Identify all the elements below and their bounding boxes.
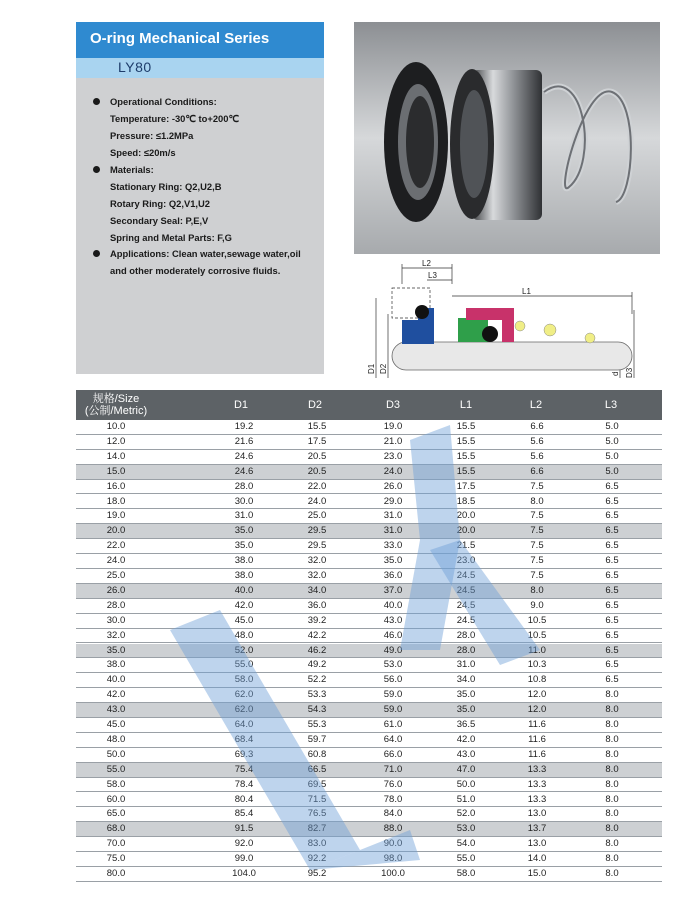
table-cell: 28.0 [106,599,126,611]
operational-heading: Operational Conditions: [110,96,217,107]
table-cell: 90.0 [383,838,403,850]
table-cell: 19.0 [383,421,403,432]
table-cell: 6.5 [605,525,619,537]
table-cell: 56.0 [383,674,403,686]
col-header-d2: D2 [307,399,323,411]
table-cell: 31.0 [234,510,254,522]
table-cell: 100.0 [381,868,405,879]
table-cell: 55.0 [234,659,254,671]
table-cell: 20.5 [307,450,327,462]
col-header-size: 规格/Size (公制/Metric) [84,393,148,417]
table-row [76,629,662,644]
table-cell: 46.2 [307,644,327,656]
table-cell: 14.0 [106,450,126,462]
table-cell: 48.0 [106,733,126,745]
table-row [76,450,662,465]
table-row [76,420,662,435]
table-cell: 45.0 [106,719,126,730]
applications-spec-continued: and other moderately corrosive fluids. [110,265,281,276]
table-cell: 15.0 [527,868,547,879]
table-cell: 71.0 [383,763,403,775]
table-row [76,524,662,539]
table-cell: 42.0 [456,733,476,745]
table-cell: 54.0 [456,838,476,850]
table-cell: 40.0 [234,584,254,596]
table-cell: 21.5 [456,540,476,552]
table-cell: 68.0 [106,823,126,835]
table-cell: 26.0 [106,584,126,596]
table-cell: 13.3 [527,763,547,775]
table-cell: 71.5 [307,793,327,805]
table-cell: 59.0 [383,704,403,716]
table-cell: 38.0 [234,570,254,581]
table-cell: 18.0 [106,495,126,507]
table-row [76,807,662,822]
table-cell: 6.5 [605,644,619,656]
table-cell: 6.5 [605,614,619,626]
table-row [76,569,662,584]
table-cell: 25.0 [307,510,327,522]
table-cell: 76.5 [307,808,327,820]
d1-label: D1 [367,363,376,374]
table-cell: 8.0 [605,838,619,850]
table-cell: 8.0 [605,719,619,730]
table-cell: 78.0 [383,793,403,805]
table-cell: 6.5 [605,510,619,522]
series-title: O-ring Mechanical Series [90,30,270,47]
table-cell: 11.6 [528,719,546,730]
col-header-l3: L3 [604,399,618,411]
table-cell: 33.0 [383,540,403,552]
table-cell: 38.0 [234,555,254,567]
table-row [76,435,662,450]
table-cell: 28.0 [234,480,254,492]
table-row [76,748,662,763]
table-cell: 34.0 [307,584,327,596]
table-row [76,822,662,837]
table-cell: 64.0 [383,733,403,745]
table-cell: 50.0 [106,748,126,760]
table-cell: 51.0 [456,793,476,805]
table-cell: 16.0 [106,480,126,492]
table-cell: 43.0 [456,748,476,760]
l1-label: L1 [522,287,531,296]
table-cell: 75.0 [106,853,126,865]
col-header-d3: D3 [385,399,401,411]
table-cell: 21.0 [383,435,403,447]
table-cell: 15.5 [307,421,327,432]
table-cell: 70.0 [106,838,126,850]
table-cell: 36.5 [456,719,476,730]
table-cell: 55.3 [307,719,327,730]
table-row [76,688,662,703]
table-cell: 24.5 [456,599,476,611]
table-cell: 59.0 [383,689,403,701]
table-cell: 35.0 [234,525,254,537]
table-cell: 13.0 [527,838,547,850]
table-cell: 55.0 [106,763,126,775]
d-label: d [611,371,620,376]
table-row [76,495,662,510]
table-cell: 104.0 [232,868,256,879]
table-cell: 35.0 [106,644,126,656]
cross-section-drawing [362,254,662,380]
table-cell: 20.0 [456,510,476,522]
table-cell: 7.5 [530,525,544,537]
table-row [76,554,662,569]
table-cell: 38.0 [106,659,126,671]
table-cell: 84.0 [383,808,403,820]
table-cell: 30.0 [106,614,126,626]
table-cell: 29.5 [307,525,327,537]
table-cell: 62.0 [234,689,254,701]
table-cell: 10.8 [527,674,547,686]
table-cell: 42.0 [106,689,126,701]
table-cell: 8.0 [605,778,619,790]
table-cell: 58.0 [106,778,126,790]
table-cell: 80.0 [106,868,126,879]
table-cell: 34.0 [456,674,476,686]
table-cell: 13.3 [527,778,547,790]
l3-label: L3 [428,271,437,280]
table-cell: 24.6 [234,450,254,462]
table-row [76,658,662,673]
table-cell: 11.6 [528,748,546,760]
table-cell: 35.0 [456,689,476,701]
table-cell: 65.0 [106,808,126,820]
table-row [76,718,662,733]
table-cell: 8.0 [530,584,544,596]
col-header-l1: L1 [459,399,473,411]
table-cell: 66.0 [383,748,403,760]
table-cell: 59.7 [307,733,327,745]
table-cell: 21.6 [234,435,254,447]
table-cell: 95.2 [307,868,327,879]
table-row [76,584,662,599]
table-row [76,763,662,778]
table-row [76,509,662,524]
table-cell: 6.5 [605,495,619,507]
table-cell: 6.5 [605,599,619,611]
table-cell: 6.5 [605,629,619,641]
table-row [76,793,662,808]
table-cell: 12.0 [527,704,547,716]
table-cell: 6.5 [605,480,619,492]
applications-spec: Applications: Clean water,sewage water,oil [110,248,301,259]
table-cell: 80.4 [234,793,254,805]
table-cell: 10.3 [527,659,547,671]
table-cell: 10.0 [106,421,126,432]
table-cell: 88.0 [383,823,403,835]
table-cell: 15.0 [106,465,126,477]
table-cell: 24.0 [307,495,327,507]
table-cell: 5.0 [605,435,619,447]
table-cell: 19.2 [234,421,254,432]
table-cell: 68.4 [234,733,254,745]
table-cell: 17.5 [307,435,327,447]
table-cell: 6.5 [605,540,619,552]
table-cell: 42.2 [307,629,327,641]
table-cell: 6.5 [605,584,619,596]
table-cell: 18.5 [456,495,476,507]
table-cell: 53.3 [307,689,327,701]
table-row [76,703,662,718]
table-cell: 20.0 [456,525,476,537]
table-cell: 69.3 [234,748,254,760]
table-cell: 35.0 [456,704,476,716]
table-cell: 53.0 [456,823,476,835]
table-cell: 8.0 [605,748,619,760]
table-cell: 83.0 [307,838,327,850]
table-cell: 14.0 [527,853,547,865]
table-cell: 8.0 [530,495,544,507]
table-cell: 53.0 [383,659,403,671]
table-cell: 50.0 [456,778,476,790]
table-cell: 32.0 [106,629,126,641]
table-cell: 66.5 [307,763,327,775]
col-header-l2: L2 [529,399,543,411]
table-cell: 26.0 [383,480,403,492]
table-cell: 5.6 [530,435,544,447]
table-cell: 7.5 [530,555,544,567]
table-cell: 8.0 [605,733,619,745]
table-cell: 6.5 [605,555,619,567]
table-cell: 23.0 [383,450,403,462]
d2-label: D2 [379,363,388,374]
table-cell: 5.6 [530,450,544,462]
table-cell: 22.0 [106,540,126,552]
table-cell: 31.0 [383,510,403,522]
table-cell: 22.0 [307,480,327,492]
table-cell: 13.0 [527,808,547,820]
table-row [76,867,662,882]
table-cell: 36.0 [383,570,403,581]
table-cell: 52.0 [234,644,254,656]
table-cell: 82.7 [307,823,327,835]
model-name: LY80 [118,59,152,75]
materials-heading: Materials: [110,164,154,175]
bullet-icon [93,98,100,105]
table-cell: 8.0 [605,868,619,879]
col-header-d1: D1 [233,399,249,411]
table-cell: 13.3 [527,793,547,805]
table-cell: 7.5 [530,510,544,522]
table-cell: 7.5 [530,540,544,552]
table-row [76,480,662,495]
table-cell: 5.0 [605,450,619,462]
table-cell: 6.5 [605,570,619,581]
table-cell: 8.0 [605,823,619,835]
table-cell: 31.0 [456,659,476,671]
bullet-icon [93,250,100,257]
table-cell: 29.5 [307,540,327,552]
table-cell: 30.0 [234,495,254,507]
table-cell: 15.5 [456,450,476,462]
table-cell: 20.5 [307,465,327,477]
table-row [76,539,662,554]
table-cell: 24.5 [456,614,476,626]
table-cell: 61.0 [383,719,403,730]
table-cell: 20.0 [106,525,126,537]
table-cell: 9.0 [530,599,544,611]
table-cell: 49.0 [383,644,403,656]
table-cell: 58.0 [234,674,254,686]
table-cell: 60.0 [106,793,126,805]
table-cell: 12.0 [106,435,126,447]
table-cell: 8.0 [605,704,619,716]
table-cell: 7.5 [530,480,544,492]
table-cell: 6.5 [605,659,619,671]
rotary-ring-spec: Rotary Ring: Q2,V1,U2 [110,198,211,209]
table-cell: 12.0 [527,689,547,701]
table-cell: 8.0 [605,853,619,865]
table-cell: 99.0 [234,853,254,865]
table-cell: 24.0 [106,555,126,567]
watermark-text: LY [150,420,152,421]
table-cell: 5.0 [605,421,619,432]
table-row [76,614,662,629]
table-cell: 32.0 [307,555,327,567]
table-cell: 39.2 [307,614,327,626]
table-cell: 49.2 [307,659,327,671]
model-bar [76,58,324,78]
table-cell: 37.0 [383,584,403,596]
table-cell: 8.0 [605,689,619,701]
temperature-spec: Temperature: -30℃ to+200℃ [110,113,239,124]
table-cell: 62.0 [234,704,254,716]
table-row [76,778,662,793]
table-cell: 10.5 [527,614,547,626]
table-row [76,644,662,659]
table-cell: 6.5 [605,674,619,686]
table-cell: 40.0 [106,674,126,686]
bullet-icon [93,166,100,173]
table-cell: 35.0 [383,555,403,567]
table-cell: 15.5 [456,465,476,477]
table-cell: 19.0 [106,510,126,522]
table-cell: 6.6 [530,421,544,432]
d3-label: D3 [625,367,634,378]
table-cell: 36.0 [307,599,327,611]
table-cell: 8.0 [605,763,619,775]
table-cell: 28.0 [456,644,476,656]
table-cell: 32.0 [307,570,327,581]
secondary-seal-spec: Secondary Seal: P,E,V [110,215,209,226]
table-cell: 98.0 [383,853,403,865]
table-row [76,465,662,480]
table-cell: 7.5 [530,570,544,581]
table-cell: 64.0 [234,719,254,730]
table-cell: 91.5 [234,823,254,835]
table-cell: 60.8 [307,748,327,760]
table-cell: 42.0 [234,599,254,611]
table-row [76,837,662,852]
table-cell: 8.0 [605,793,619,805]
table-cell: 31.0 [383,525,403,537]
table-cell: 92.2 [307,853,327,865]
table-cell: 54.3 [307,704,327,716]
table-cell: 46.0 [383,629,403,641]
table-row [76,733,662,748]
table-cell: 76.0 [383,778,403,790]
table-cell: 85.4 [234,808,254,820]
table-cell: 92.0 [234,838,254,850]
table-cell: 28.0 [456,629,476,641]
table-cell: 58.0 [456,868,476,879]
table-cell: 23.0 [456,555,476,567]
table-cell: 25.0 [106,570,126,581]
table-row [76,673,662,688]
table-cell: 10.5 [527,629,547,641]
product-photo [354,22,660,254]
table-cell: 47.0 [456,763,476,775]
table-cell: 75.4 [234,763,254,775]
table-row [76,852,662,867]
table-cell: 55.0 [456,853,476,865]
stationary-ring-spec: Stationary Ring: Q2,U2,B [110,181,222,192]
table-row [76,599,662,614]
table-cell: 13.7 [527,823,547,835]
table-cell: 52.0 [456,808,476,820]
table-cell: 24.5 [456,584,476,596]
table-cell: 29.0 [383,495,403,507]
table-cell: 69.5 [307,778,327,790]
table-cell: 78.4 [234,778,254,790]
table-cell: 43.0 [383,614,403,626]
table-cell: 35.0 [234,540,254,552]
table-cell: 11.0 [528,644,546,656]
spring-parts-spec: Spring and Metal Parts: F,G [110,232,232,243]
pressure-spec: Pressure: ≤1.2MPa [110,130,194,141]
table-cell: 11.6 [528,733,546,745]
l2-label: L2 [422,259,431,268]
table-cell: 24.5 [456,570,476,581]
table-cell: 52.2 [307,674,327,686]
speed-spec: Speed: ≤20m/s [110,147,176,158]
table-cell: 40.0 [383,599,403,611]
table-cell: 43.0 [106,704,126,716]
table-cell: 17.5 [456,480,476,492]
table-cell: 15.5 [456,435,476,447]
table-cell: 24.6 [234,465,254,477]
table-cell: 48.0 [234,629,254,641]
table-cell: 45.0 [234,614,254,626]
table-cell: 8.0 [605,808,619,820]
table-cell: 24.0 [383,465,403,477]
table-cell: 5.0 [605,465,619,477]
table-cell: 6.6 [530,465,544,477]
table-header [76,390,662,420]
table-cell: 15.5 [456,421,476,432]
